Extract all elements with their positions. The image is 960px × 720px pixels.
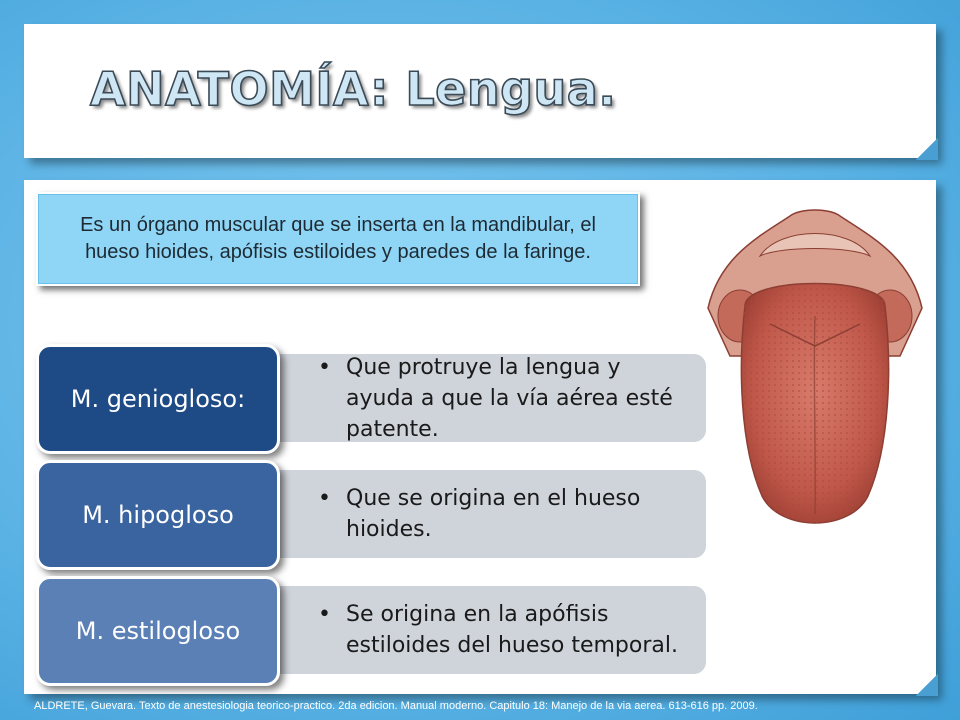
muscle-row-geniogloso <box>36 344 708 458</box>
muscle-description: Que protruye la lengua y ayuda a que la vía aérea esté patente. <box>346 354 673 442</box>
muscle-label: M. hipogloso <box>36 460 280 570</box>
muscle-description: Se origina en la apófisis estiloides del hueso temporal. <box>346 602 678 658</box>
muscle-row-estilogloso <box>36 576 708 690</box>
slide-title: ANATOMÍA: Lengua. <box>90 62 617 116</box>
muscle-description: Que se origina en el hueso hioides. <box>346 486 641 542</box>
bullet-icon: • <box>318 602 331 627</box>
muscle-label: M. estilogloso <box>36 576 280 686</box>
bullet-icon: • <box>318 354 331 380</box>
muscle-label: M. geniogloso: <box>36 344 280 454</box>
bullet-icon: • <box>318 486 331 511</box>
definition-box <box>36 192 640 286</box>
description-bar <box>236 470 706 558</box>
tongue-anatomy-illustration <box>700 196 930 536</box>
description-bar <box>236 354 706 442</box>
citation: ALDRETE, Guevara. Texto de anestesiologia teorico-practico. 2da edicion. Manual moderno. Capitulo 18: Manejo de la via aerea. 613-616 pp. 2009. <box>34 700 758 712</box>
description-bar <box>236 586 706 674</box>
definition-text: Es un órgano muscular que se inserta en la mandibular, el hueso hioides, apófisis estiloides y paredes de la faringe. <box>80 214 596 263</box>
muscle-row-hipogloso <box>36 460 708 574</box>
